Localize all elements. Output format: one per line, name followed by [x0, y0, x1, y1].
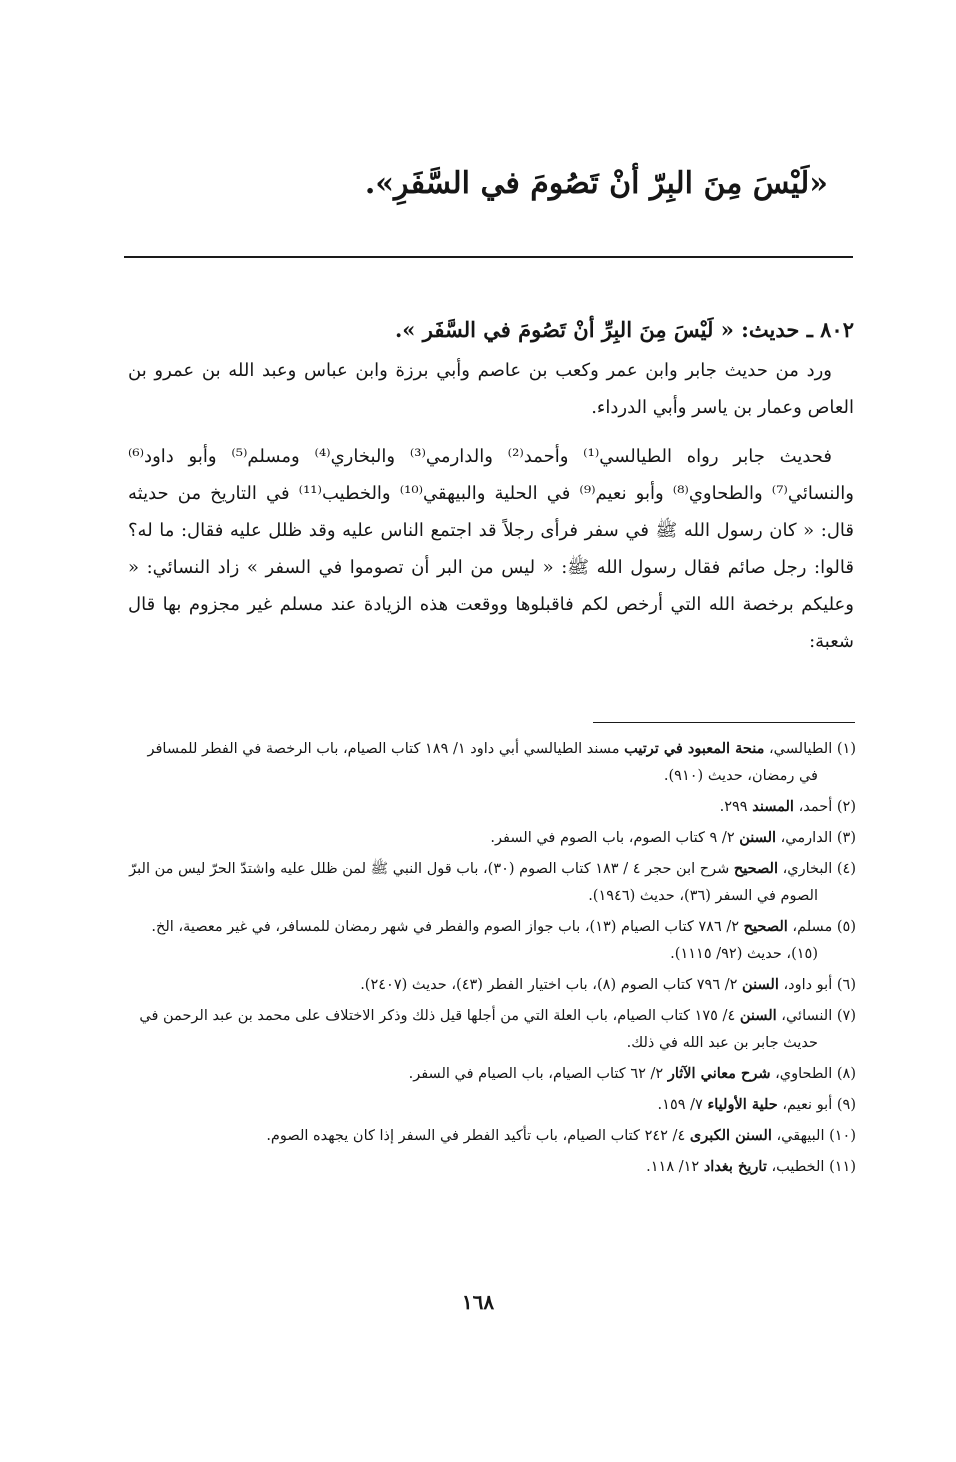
footnote-item: (٧) النسائي، السنن ٤/ ١٧٥ كتاب الصيام، باب العلة التي من أجلها قيل ذلك وذكر الاختلاف على محمد بن عبد الرحمن في حديث جابر بن عبد الله في ذلك.: [139, 1007, 856, 1051]
footnote-item: (٥) مسلم، الصحيح ٢/ ٧٨٦ كتاب الصيام (١٣)، باب جواز الصوم والفطر في شهر رمضان للمسافر، في غير معصية، الخ. (١٥)، حديث (٩٢/ ١١١٥).: [151, 918, 856, 962]
footnote-divider: [593, 722, 855, 723]
footnote-item: (١٠) البيهقي، السنن الكبرى ٤/ ٢٤٢ كتاب الصيام، باب تأكيد الفطر في السفر إذا كان يجهده الصوم.: [266, 1127, 856, 1144]
page-number: ١٦٨: [461, 1290, 495, 1314]
paragraph-jabir: فحديث جابر رواه الطيالسي⁽¹⁾ وأحمد⁽²⁾ والدارمي⁽³⁾ والبخاري⁽⁴⁾ ومسلم⁽⁵⁾ وأبو داود⁽⁶⁾ والنسائي⁽⁷⁾ والطحاوي⁽⁸⁾ وأبو نعيم⁽⁹⁾ في الحلية والبيهقي⁽¹⁰⁾ والخطيب⁽¹¹⁾ في التاريخ من حديثه قال: « كان رسول الله ﷺ في سفر فرأى رجلاً قد اجتمع الناس عليه وقد ظلل عليه فقال: ما له؟ قالوا: رجل صائم فقال رسول الله ﷺ: « ليس من البر أن تصوموا في السفر » زاد النسائي: « وعليكم برخصة الله التي أرخص لكم فاقبلوها ووقعت هذه الزيادة عند مسلم غير مجزوم بها قال شعبة:: [128, 446, 854, 652]
hadith-heading: [128, 308, 854, 352]
footnote-item: (٤) البخاري، الصحيح شرح ابن حجر ٤ / ١٨٣ كتاب الصوم (٣٠)، باب قول النبي ﷺ لمن ظلل عليه واشتدّ الحرّ ليس من البرّ الصوم في السفر (٣٦)، حديث (١٩٤٦).: [129, 860, 856, 904]
hadith-text: « لَيْسَ مِنَ البِرِّ أنْ تَصُومَ في السَّفَر ».: [395, 317, 734, 342]
carryover-quote: «لَيْسَ مِنَ البِرّ أنْ تَصُومَ في السَّفَرِ».: [364, 166, 828, 201]
hadith-label: ـ حديث:: [741, 317, 813, 342]
footnote-item: (١١) الخطيب، تاريخ بغداد ١٢/ ١١٨.: [646, 1158, 856, 1175]
footnote-item: (٦) أبو داود، السنن ٢/ ٧٩٦ كتاب الصوم (٨)، باب اختيار الفطر (٤٣)، حديث (٢٤٠٧).: [360, 976, 856, 993]
footnote-item: (١) الطيالسي، منحة المعبود في ترتيب مسند الطيالسي أبي داود ١/ ١٨٩ كتاب الصيام، باب الرخصة في الفطر للمسافر في رمضان، حديث (٩١٠).: [147, 740, 856, 784]
footnote-item: (٣) الدارمي، السنن ٢/ ٩ كتاب الصوم، باب الصوم في السفر.: [490, 829, 856, 846]
footnotes: [128, 735, 856, 1184]
footnote-item: (٨) الطحاوي، شرح معاني الآثار ٢/ ٦٢ كتاب الصيام، باب الصيام في السفر.: [408, 1065, 856, 1082]
footnote-item: (٩) أبو نعيم، حلية الأولياء ٧/ ١٥٩.: [657, 1096, 856, 1113]
hadith-number: ٨٠٢: [820, 317, 854, 342]
main-text: [128, 308, 854, 660]
footnote-item: (٢) أحمد، المسند ٢٩٩.: [719, 798, 856, 815]
top-divider: [124, 256, 853, 258]
paragraph-sources: ورد من حديث جابر وابن عمر وكعب بن عاصم وأبي برزة وابن عباس وعبد الله بن عمرو بن العاص وعمار بن ياسر وأبي الدرداء.: [128, 360, 854, 418]
